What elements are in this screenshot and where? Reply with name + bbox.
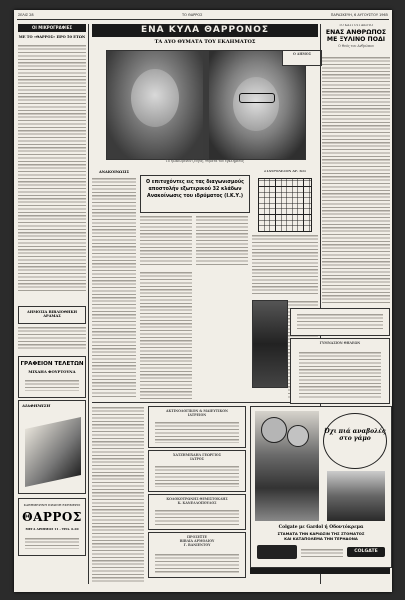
school-ad (290, 308, 390, 336)
crossword-section: ΣΤΑΥΡΟΛΕΞΟΝ ΑΡ. 831 (252, 170, 318, 298)
toothpaste-tube (257, 545, 297, 559)
colgate-ad: Όχι πιά αναβολές στο γάμο Colgate με Gardol ή Οδοντόκρεμα ΣΤΑΜΑΤΑ ΤΗΝ ΚΑΡΙΩΣΙΝ ΤΗΣ ΣΤΟΜΑΤΟΣ ΚΑΙ ΚΑΤΑΠΟΛΕΜΑ ΤΗΝ ΤΕΡΗΔΟΝΑ COLGATE (250, 406, 392, 568)
colgate-brand: COLGATE (347, 547, 385, 557)
center-lower-left-column (92, 406, 144, 586)
glasses-icon (239, 93, 275, 103)
announcements-column: ΑΝΑΚΟΙΝΩΣΙΣ (92, 170, 136, 400)
tharros-subscription-ad: ΚΑΘΗΜΕΡΙΝΗ ΠΡΩΙΝΗ ΕΦΗΜΕΡΙΣ ΘΑΡΡΟΣ ΜΕΓΑ ΑΡΙΘΜΟΣ 11 - ΤΗΛ. 6.20 (18, 498, 86, 556)
issue-date: ΠΑΡΑΣΚΕΥΗ, 6 ΑΥΓΟΥΣΤΟΥ 1965 (330, 13, 388, 17)
scholarship-headline-box: Ο επιτυχόντες εις τας διαγωνισμούς αποστολήν εξωτερικού 32 κλάδων Ανακοίνωσις του ιδρύματος (Ι.Κ.Υ.) (140, 175, 250, 213)
left-column (18, 24, 86, 584)
newspaper-page (14, 10, 392, 592)
center-banner: ΕΝΑ ΚΥΛΑ ΘΑΡΡΟΝΟΣ (92, 24, 318, 37)
books-ad: ΠΡΟΣΕΞΤΕ ΒΙΒΛΙΑ ΑΡΜΟΔΙΟΥ Γ. ΒΑΝΙΕΝΤΟΥ (148, 532, 246, 578)
advertising-box: ΔΙΑΦΗΜΙΣΗ (18, 400, 86, 494)
header-rule (17, 19, 389, 20)
scholarship-article (140, 215, 248, 400)
speech-bubble: Όχι πιά αναβολές στο γάμο (323, 413, 387, 469)
library-ad: ΔΗΜΟΣΙΑ ΒΙΒΛΙΟΘΗΚΗ ΔΡΑΜΑΣ (18, 306, 86, 324)
gymnasium-ad: ΓΥΜΝΑΣΙΟΝ ΘΗΛΕΩΝ (290, 338, 390, 404)
ad-illustration (25, 417, 81, 487)
crossword-grid (258, 178, 312, 232)
left-article-text (18, 44, 86, 292)
left-article-title: ΜΕ ΤΟ «ΘΑΡΡΟΣ» ΠΡΟ 50 ΕΤΩΝ (18, 35, 86, 39)
page-number: ΣΕΛΙΣ 28 (18, 13, 34, 17)
article-photo (252, 300, 288, 388)
clinic-ad: ΑΚΤΙΝΟΛΟΓΙΚΟΝ & ΜΑΙΕΥΤΙΚΟΝ ΙΑΤΡΕΙΟΝ (148, 406, 246, 448)
small-box: Ο ΔΗΜΟΣ (282, 50, 322, 66)
victims-photo (106, 50, 306, 160)
cartoon-panel-right (327, 471, 385, 521)
surgeon-ad: ΚΟΛΟΚΟΤΡΩΝΗΣ ΘΕΜΙΣΤΟΚΛΗΣ Κ. ΚΑΝΕΛΛΟΠΟΥΛΟΣ (148, 494, 246, 530)
left-section-heading: ΟΙ ΜΙΚΡΟΓΡΑΦΙΕΣ (18, 24, 86, 32)
doctors-ads (148, 406, 246, 586)
library-ad-text (18, 326, 86, 350)
bottom-strip (250, 568, 390, 574)
center-banner-sub: ΤΑ ΔΥΟ ΘΥΜΑΤΑ ΤΟΥ ΕΚΛΗΜΑΤΟΣ (154, 39, 256, 45)
doctor-ad: ΧΑΤΖΗΜΙΧΑΗΛ ΓΕΩΡΓΙΟΣ ΙΑΤΡΟΣ (148, 450, 246, 492)
right-ads (290, 308, 390, 404)
newspaper-name: ΤΟ ΘΑΡΡΟΣ (182, 13, 203, 17)
funeral-office-ad: ΓΡΑΦΕΙΟΝ ΤΕΛΕΤΩΝ ΜΙΧΑΗΛ ΦΟΥΡΤΟΥΝΑ (18, 356, 86, 398)
right-column: ΤΟ ΚΑΤΙ ΟΤΙ ΑΚΟΥΩ ΕΝΑΣ ΑΝΘΡΩΠΟΣ ΜΕ ΞΥΛΙΝΟ ΠΟΔΙ Ο Θεός του Ανθρώπου (322, 24, 390, 306)
photo-caption: Το ηλικιωμένον ζεύγος, θύματα του εγκλήματος (165, 159, 245, 163)
